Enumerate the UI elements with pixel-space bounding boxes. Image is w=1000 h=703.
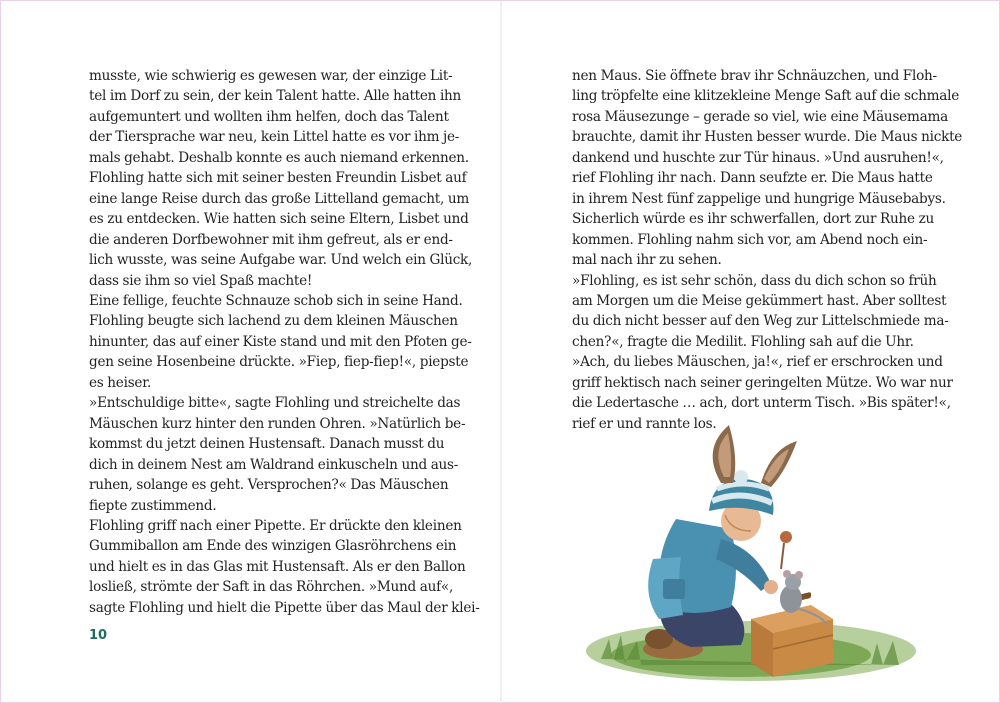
text-line: »Ach, du liebes Mäuschen, ja!«, rief er erschrocken und [572,354,943,371]
text-line: und hielt es in das Glas mit Hustensaft. Als er den Ballon [89,558,466,575]
text-line: mal nach ihr zu sehen. [572,252,722,269]
text-line: Eine fellige, feuchte Schnauze schob sich in seine Hand. [89,292,463,309]
illustration-littel-feeding-mouse [581,419,921,691]
text-line: dass sie ihm so viel Spaß machte! [89,272,313,289]
text-line: Flohling griff nach einer Pipette. Er drückte den kleinen [89,517,462,534]
text-line: musste, wie schwierig es gewesen war, der einzige Lit- [89,68,453,84]
text-line: eine lange Reise durch das große Littelland gemacht, um [89,190,469,207]
text-line: dankend und huschte zur Tür hinaus. »Und ausruhen!«, [572,149,944,166]
text-line: Gummiballon am Ende des winzigen Glasröhrchens ein [89,538,457,555]
text-line: dich in deinem Nest am Waldrand einkuscheln und aus- [89,456,459,473]
text-line: Sicherlich würde es ihr schwerfallen, dort zur Ruhe zu [572,211,935,228]
text-line: kommst du jetzt deinen Hustensaft. Danach musst du [89,436,445,453]
text-line: Mäuschen kurz hinter den runden Ohren. »Natürlich be- [89,415,466,432]
text-line: tel im Dorf zu sein, der kein Talent hatte. Alle hatten ihn [89,88,462,105]
page-gutter [500,1,502,703]
text-line: sagte Flohling und hielt die Pipette über das Maul der klei- [89,599,480,616]
text-line: aufgemuntert und wollten ihm helfen, doch das Talent [89,108,449,125]
text-line: rosa Mäusezunge – gerade so viel, wie eine Mäusemama [572,108,948,125]
text-line: gen seine Hosenbeine drückte. »Fiep, fiep-fiep!«, piepste [89,354,469,371]
text-line: brauchte, damit ihr Husten besser wurde. Die Maus nickte [572,129,963,146]
text-line: es heiser. [89,374,152,391]
text-line: losließ, strömte der Saft in das Röhrchen. »Mund auf«, [89,579,454,596]
text-line: in ihrem Nest fünf zappelige und hungrige Mäusebabys. [572,190,946,207]
text-line: »Entschuldige bitte«, sagte Flohling und streichelte das [89,395,461,412]
text-line: die anderen Dorfbewohner mit ihm gefreut, als er end- [89,231,453,248]
text-line: ling tröpfelte eine klitzekleine Menge Saft auf die schmale [572,88,960,105]
text-line: griff hektisch nach seiner geringelten Mütze. Wo war nur [572,374,953,391]
text-line: mals gehabt. Deshalb konnte es auch niemand erkennen. [89,149,469,166]
text-line: rief Flohling ihr nach. Dann seufzte er. Die Maus hatte [572,170,933,187]
text-line: hinunter, das auf einer Kiste stand und mit den Pfoten ge- [89,333,472,350]
text-line: Flohling beugte sich lachend zu dem kleinen Mäuschen [89,313,458,330]
text-line: du dich nicht besser auf den Weg zur Littelschmiede ma- [572,313,949,330]
text-line: kommen. Flohling nahm sich vor, am Abend noch ein- [572,231,928,248]
text-line: Flohling hatte sich mit seiner besten Freundin Lisbet auf [89,170,467,187]
text-line: »Flohling, es ist sehr schön, dass du dich schon so früh [572,272,937,289]
text-line: chen?«, fragte die Medilit. Flohling sah auf die Uhr. [572,333,914,350]
page-number: 10 [89,628,108,643]
text-line: ruhen, solange es geht. Versprochen?« Das Mäuschen [89,477,449,494]
text-line: lich wusste, was seine Aufgabe war. Und welch ein Glück, [89,252,473,269]
text-line: der Tiersprache war neu, kein Littel hatte es vor ihm je- [89,129,460,146]
text-line: rief er und rannte los. [572,415,717,432]
text-line: fiepte zustimmend. [89,497,217,514]
text-line: am Morgen um die Meise gekümmert hast. Aber solltest [572,292,947,309]
text-line: die Ledertasche … ach, dort unterm Tisch. »Bis später!«, [572,395,951,412]
text-line: nen Maus. Sie öffnete brav ihr Schnäuzchen, und Floh- [572,68,937,84]
left-page-text [89,66,480,618]
text-line: es zu entdecken. Wie hatten sich seine Eltern, Lisbet und [89,211,469,228]
right-page-text [572,66,963,434]
